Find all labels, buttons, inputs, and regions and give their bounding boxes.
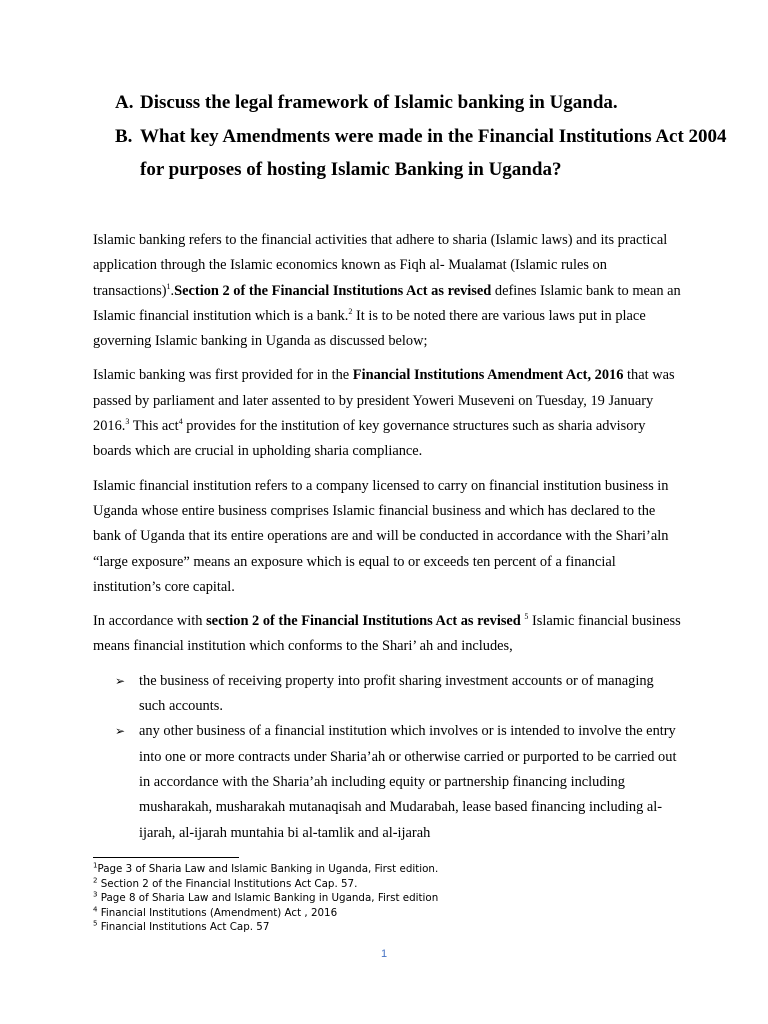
page-number: 1: [380, 948, 388, 960]
arrow-bullet-icon: ➢: [115, 724, 126, 739]
paragraph-4-bold-1: section 2 of the Financial Institutions Act as revised: [206, 613, 521, 630]
paragraph-2-text-1: Islamic banking was first provided for in the: [93, 367, 353, 384]
footnote-2-number: 2: [93, 876, 98, 885]
bullet-item-2: [93, 719, 683, 845]
paragraph-1-text-2: .: [170, 282, 175, 299]
paragraph-1-text-1: Islamic banking refers to the financial activities that adhere to sharia (Islamic laws) and its practical application through the Islamic economics known as Fiqh al- Mualamat (Islamic rules on transactions): [93, 232, 668, 299]
paragraph-1-bold-1: Section 2 of the Financial Institutions Act as revised: [174, 282, 492, 299]
footnotes: [93, 862, 653, 935]
footnote-3-text: Page 8 of Sharia Law and Islamic Banking in Uganda, First edition: [97, 892, 439, 905]
paragraph-3-text-1: Islamic financial institution refers to a company licensed to carry on financial institution business in Uganda whose entire business comprises Islamic financial business and which has declared to the bank of Uganda that its entire operations are and will be conducted in accordance with the Shari’aln “large exposure” means an exposure which is equal to or exceeds ten percent of a financial institution’s core capital.: [93, 477, 669, 595]
footnote-5-text: Financial Institutions Act Cap. 57: [97, 921, 270, 934]
bullet-item-1-text: the business of receiving property into profit sharing investment accounts or of managing such accounts.: [139, 672, 654, 715]
footnote-3-number: 3: [93, 890, 98, 899]
paragraph-3: [93, 474, 683, 600]
paragraph-4-text-3: Islamic financial business means financial institution which conforms to the Shari’ ah and includes,: [93, 613, 681, 655]
footnote-5-number: 5: [93, 919, 98, 928]
footnote-ref-5[interactable]: 5: [524, 612, 529, 622]
footnote-ref-3[interactable]: 3: [125, 417, 130, 427]
footnote-1-number: 1: [93, 861, 98, 870]
paragraph-1: [93, 228, 683, 354]
footnote-5: [93, 920, 653, 935]
footnote-1: [93, 862, 653, 877]
question-a-label: A.: [115, 92, 134, 113]
arrow-bullet-icon: ➢: [115, 673, 126, 688]
bullet-list: [93, 669, 683, 846]
footnote-2: [93, 877, 653, 892]
document-body: [93, 228, 683, 846]
paragraph-2-text-4: provides for the institution of key governance structures such as sharia advisory boards which are crucial in upholding sharia compliance.: [93, 418, 646, 460]
footnote-4-number: 4: [93, 905, 98, 914]
question-b-text: What key Amendments were made in the Financial Institutions Act 2004 for purposes of hosting Islamic Banking in Uganda?: [140, 125, 727, 180]
footnote-separator: [93, 857, 239, 858]
bullet-item-2-text: any other business of a financial institution which involves or is intended to involve the entry into one or more contracts under Sharia’ah or otherwise carried or purported to be carried out in accordance with the Sharia’ah including equity or partnership financing including musharakah, musharakah mutanaqisah and Mudarabah, lease based financing including al-ijarah, al-ijarah muntahia bi al-tamlik and al-ijarah: [139, 723, 677, 841]
footnote-ref-2[interactable]: 2: [348, 307, 353, 317]
footnote-2-text: Section 2 of the Financial Institutions Act Cap. 57.: [97, 877, 358, 890]
footnote-4: [93, 906, 653, 921]
paragraph-2-text-3: This act: [129, 418, 179, 435]
footnote-ref-1[interactable]: 1: [166, 281, 171, 291]
paragraph-1-text-4: It is to be noted there are various laws put in place governing Islamic banking in Uganda as discussed below;: [93, 307, 646, 350]
question-list: [115, 86, 735, 187]
paragraph-4-text-1: In accordance with: [93, 613, 207, 630]
footnote-3: [93, 891, 653, 906]
paragraph-4: [93, 609, 683, 660]
footnote-ref-4[interactable]: 4: [178, 417, 183, 427]
paragraph-2: [93, 363, 683, 464]
question-b-label: B.: [115, 125, 133, 147]
paragraph-1-text-3: defines Islamic bank to mean an Islamic financial institution which is a bank.: [93, 282, 681, 324]
bullet-item-1: [93, 669, 683, 720]
paragraph-2-bold-1: Financial Institutions Amendment Act, 2016: [352, 367, 624, 384]
question-a: [115, 86, 735, 120]
question-b: [115, 120, 735, 187]
paragraph-2-text-2: that was passed by parliament and later assented to by president Yoweri Museveni on Tuesday, 19 January 2016.: [93, 367, 675, 435]
footnote-1-text: Page 3 of Sharia Law and Islamic Banking in Uganda, First edition.: [97, 863, 439, 875]
footnote-4-text: Financial Institutions (Amendment) Act , 2016: [97, 906, 338, 919]
question-a-text: Discuss the legal framework of Islamic banking in Uganda.: [140, 92, 618, 113]
